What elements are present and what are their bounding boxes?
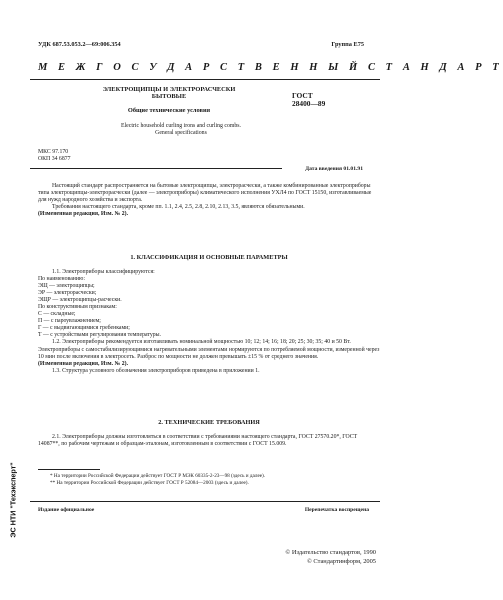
- clause-1-2: 1.2. Электроприборы рекомендуется изготавливать номинальной мощностью 10; 12; 14; 16; 18; 20; 25; 30; 35; 40 и 50 Вт.: [52, 339, 351, 346]
- document-subtitle: Общие технические условия: [127, 107, 211, 114]
- gost-label: ГОСТ: [292, 91, 313, 100]
- section-1-body: [38, 269, 380, 375]
- preamble-paragraph-1: Настоящий стандарт распространяется на бытовые электрощипцы, электрорасчески, а также комбинированные электроприборы типа электрощипцы-электрорасчески (далее — электроприборы) климатического исполнения УХЛ4 по ГОСТ 15150, изготавливаемые для нужд народного хозяйства и экспорта.: [38, 183, 372, 204]
- gost-identifier: [292, 92, 325, 109]
- mks-code: МКС 97.170: [38, 149, 69, 155]
- section-2-body: [38, 434, 380, 448]
- section-1-item: Г — с выдвигающимися гребенками;: [38, 325, 130, 332]
- introduction-date: Дата введения 01.01.91: [305, 166, 363, 172]
- gost-number: 28400—89: [292, 99, 326, 109]
- classification-codes: [38, 149, 71, 163]
- section-2-heading: 2. ТЕХНИЧЕСКИЕ ТРЕБОВАНИЯ: [158, 419, 260, 426]
- title-line-1: ЭЛЕКТРОЩИПЦЫ И ЭЛЕКТРОРАСЧЕСКИ: [102, 86, 236, 93]
- english-title: [96, 123, 266, 137]
- official-edition-label: Издание официальное: [38, 507, 95, 513]
- footnotes: [50, 473, 380, 487]
- preamble: [38, 183, 380, 218]
- english-title-line-1: Electric household curling irons and curling combs.: [121, 123, 241, 129]
- footnote-2: ** На территории Российской Федерации действует ГОСТ Р 52084—2003 (здесь и далее).: [50, 480, 249, 487]
- footnote-1: * На территории Российской Федерации действует ГОСТ Р МЭК 60335-2-23—98 (здесь и далее).: [50, 473, 266, 479]
- footnote-rule: [38, 469, 100, 470]
- udk-code: УДК 687.53.053.2—69:006.354: [38, 41, 121, 48]
- title-line-2: БЫТОВЫЕ: [151, 93, 187, 101]
- date-rule: [30, 168, 282, 169]
- document-title: [84, 86, 254, 101]
- banner-rule: [30, 79, 380, 80]
- section-1-item: С — складные;: [38, 311, 76, 318]
- section-1-item: ЭЩР — электрощипцы-расчески.: [38, 297, 122, 304]
- section-1-item: По конструктивным признакам:: [38, 304, 117, 311]
- reprint-prohibited-label: Перепечатка воспрещена: [304, 507, 369, 513]
- amendment-note-1: (Измененная редакция, Изм. № 2).: [38, 211, 129, 218]
- group-code: Группа Е75: [331, 41, 364, 48]
- english-title-line-2: General specifications: [155, 130, 207, 136]
- preamble-paragraph-2: Требования настоящего стандарта, кроме пп. 1.1, 2.4, 2.5, 2.8, 2.10, 2.13, 3.5, являются обязательными.: [52, 204, 305, 211]
- section-1-item: ЭЩ — электрощипцы;: [38, 283, 95, 290]
- footer-rule: [30, 501, 380, 502]
- copyright-line-1: © Издательство стандартов, 1990: [285, 549, 376, 556]
- section-1-item: ЭР — электрорасчески;: [38, 290, 97, 297]
- okp-code: ОКП 34 6877: [38, 156, 71, 162]
- section-1-item: Т — с устройствами регулирования температуры.: [38, 332, 161, 339]
- clause-1-2-continuation: Электроприборы с самостабилизирующимися нагревательными элементами нормируются по потребляемой мощности, измеренной через 10 мин после включения в электросеть. Разброс по мощности не должен превышать ±15 % от среднего значения.: [38, 346, 380, 360]
- side-stamp: [2, 420, 24, 580]
- section-1-heading: 1. КЛАССИФИКАЦИЯ И ОСНОВНЫЕ ПАРАМЕТРЫ: [130, 254, 288, 261]
- amendment-note-2: (Измененная редакция, Изм. № 2).: [38, 360, 129, 367]
- section-1-item: По наименованию:: [38, 276, 85, 283]
- clause-1-3: 1.3. Структура условного обозначения электроприборов приведена в приложении 1.: [52, 367, 260, 374]
- side-stamp-text: ЭС НТИ "Техэксперт": [8, 462, 18, 538]
- section-1-item: П — с пароувлажнением;: [38, 318, 101, 325]
- clause-2-1: 2.1. Электроприборы должны изготовляться в соответствии с требованиями настоящего стандарта, ГОСТ 27570.20*, ГОСТ 14087**, по рабочим чертежам и образцам-эталонам, изготовленным в соответствии с ГОСТ 15.009.: [38, 434, 358, 448]
- section-1-item: 1.1. Электроприборы классифицируются:: [52, 269, 155, 275]
- copyright-line-2: © Стандартинформ, 2005: [306, 557, 376, 565]
- copyright-block: [285, 549, 376, 566]
- interstate-standard-banner: М Е Ж Г О С У Д А Р С Т В Е Н Н Ы Й С Т А Н Д А Р Т: [38, 62, 503, 73]
